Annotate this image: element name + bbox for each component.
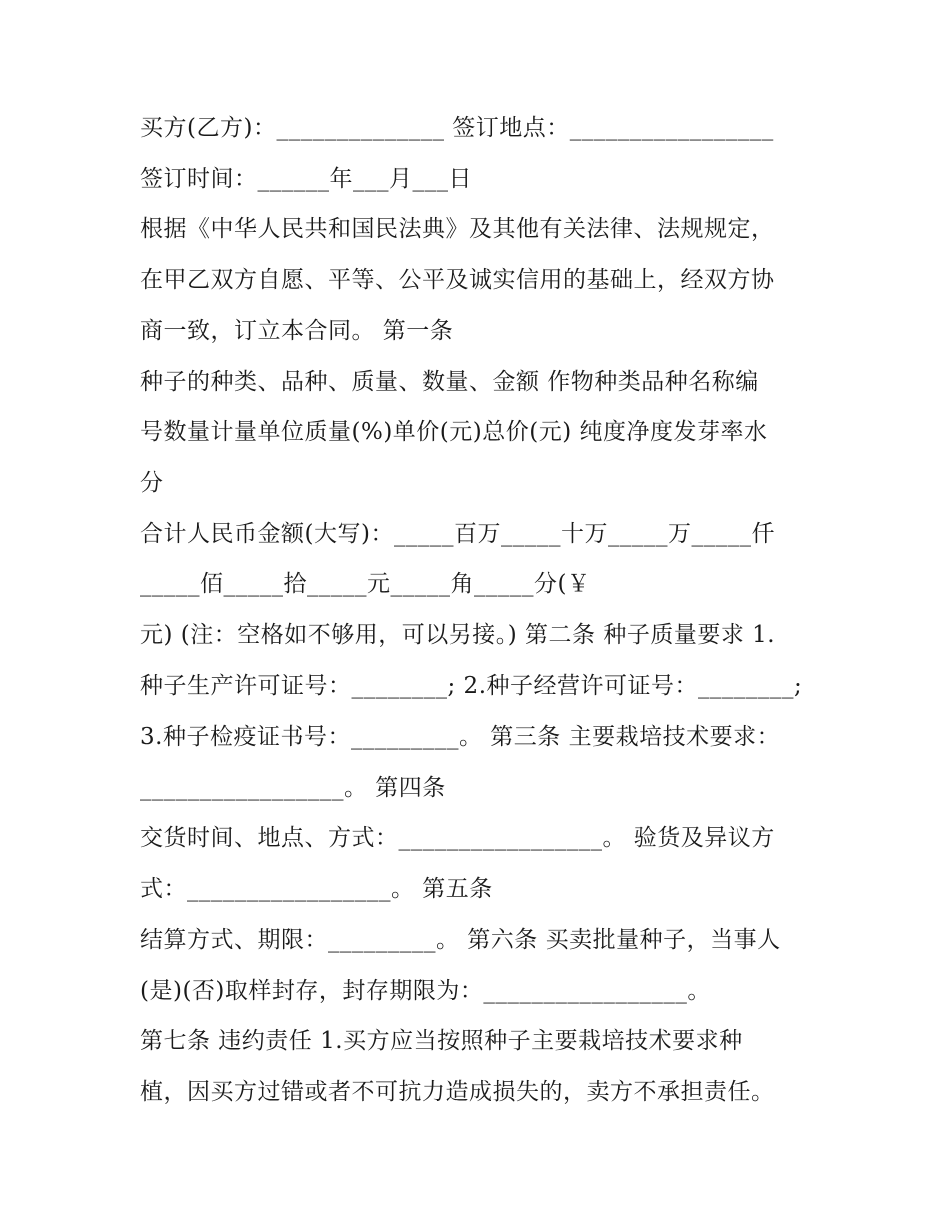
text-line: (是)(否)取样封存，封存期限为：_________________。 — [140, 978, 711, 1004]
text-line: 第七条 违约责任 1.买方应当按照种子主要栽培技术要求种 — [140, 1028, 743, 1054]
text-line: 签订时间：______年___月___日 — [140, 166, 472, 192]
text-line: 分 — [140, 470, 164, 496]
text-line: 3.种子检疫证书号：_________。 第三条 主要栽培技术要求： — [140, 724, 781, 750]
text-line: 元) (注：空格如不够用，可以另接。) 第二条 种子质量要求 1. — [140, 622, 776, 648]
text-line: _________________。 第四条 — [140, 775, 446, 801]
text-line: 种子生产许可证号：________; 2.种子经营许可证号：________; — [140, 673, 803, 699]
text-line: _____佰_____拾_____元_____角_____分(￥ — [140, 571, 591, 597]
text-line: 商一致，订立本合同。 第一条 — [140, 318, 454, 344]
text-line: 种子的种类、品种、质量、数量、金额 作物种类品种名称编 — [140, 369, 759, 395]
text-line: 根据《中华人民共和国民法典》及其他有关法律、法规规定， — [140, 216, 775, 242]
text-line: 在甲乙双方自愿、平等、公平及诚实信用的基础上，经双方协 — [140, 267, 775, 293]
text-line: 合计人民币金额(大写)：_____百万_____十万_____万_____仟 — [140, 521, 775, 547]
text-line: 买方(乙方)：______________ 签订地点：_________________ — [140, 115, 774, 141]
text-line: 式：_________________。 第五条 — [140, 876, 493, 902]
text-line: 结算方式、期限：_________。 第六条 买卖批量种子，当事人 — [140, 927, 781, 953]
text-line: 交货时间、地点、方式：_________________。 验货及异议方 — [140, 825, 775, 851]
text-line: 号数量计量单位质量(%)单价(元)总价(元) 纯度净度发芽率水 — [140, 419, 768, 445]
text-line: 植，因买方过错或者不可抗力造成损失的，卖方不承担责任。 — [140, 1079, 775, 1105]
